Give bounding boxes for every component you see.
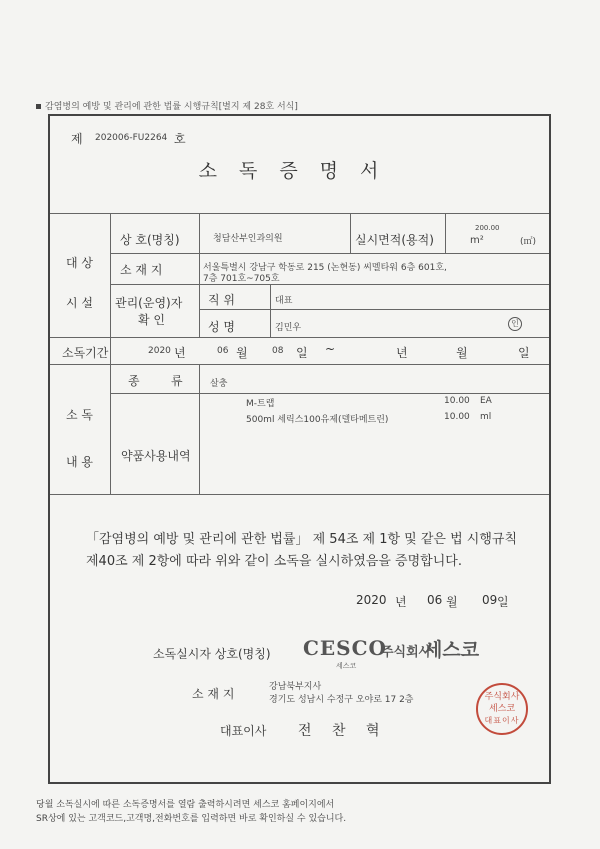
provider-branch: 강남북부지사 (269, 682, 322, 692)
issue-day: 09 (482, 593, 498, 607)
divider (50, 364, 549, 365)
period-end-year-unit: 년 (396, 346, 408, 360)
divider (110, 253, 549, 254)
divider (110, 284, 549, 285)
rep-name: 전 찬 혁 (298, 723, 388, 739)
provider-address-label: 소 재 지 (192, 687, 235, 701)
footer-note-line2: SR상에 있는 고객코드,고객명,전화번호를 입력하면 바로 확인하실 수 있습니다. (36, 814, 347, 824)
address-line2: 7층 701호~705호 (203, 274, 280, 284)
position-label: 직 위 (208, 293, 235, 307)
page-title: 소독증명서 (198, 160, 401, 182)
person-name-value: 김민우 (275, 323, 302, 333)
provider-address: 경기도 성남시 수정구 오야로 17 2층 (269, 695, 414, 705)
period-year-unit: 년 (174, 346, 186, 360)
provider-name-label: 소독실시자 상호(명칭) (153, 647, 271, 661)
divider (50, 213, 549, 214)
issue-year: 2020 (356, 593, 387, 607)
person-name-label: 성 명 (208, 320, 235, 334)
cesco-logo-sub: 세스코 (336, 662, 357, 670)
divider (350, 213, 351, 253)
statement-line1: 「감염병의 예방 및 관리에 관한 법률」 제 54조 제 1항 및 같은 법 시행규칙 (86, 532, 518, 547)
usage-item-qty: 10.00 (444, 412, 470, 422)
seal-mark-icon: 인 (508, 317, 522, 331)
manager-confirm-label: 확 인 (138, 313, 165, 327)
divider (445, 213, 446, 253)
divider (110, 364, 111, 494)
usage-item-qty: 10.00 (444, 396, 470, 406)
divider (50, 337, 549, 338)
cesco-logo: CESCO (303, 636, 387, 660)
divider (270, 284, 271, 337)
company-seal-stamp: 주식회사 세스코 대표이사 (476, 683, 528, 735)
disinfection-group-label-2: 내 용 (66, 455, 93, 469)
form-header-note: 감염병의 예방 및 관리에 관한 법률 시행규칙[별지 제 28호 서식] (36, 99, 298, 112)
usage-item-name: 500ml 세릭스100유제(델타메트린) (246, 415, 389, 425)
usage-item-unit: ml (480, 412, 492, 422)
rep-label: 대표이사 (220, 724, 267, 738)
name-value: 청담산부인과의원 (213, 234, 283, 244)
statement-line2: 제40조 제 2항에 따라 위와 같이 소독을 실시하였음을 증명합니다. (86, 554, 462, 569)
period-label: 소독기간 (62, 346, 109, 360)
period-day-unit: 일 (296, 346, 308, 360)
issue-day-unit: 일 (497, 595, 509, 609)
target-group-label-1: 대 상 (66, 256, 93, 270)
address-line1: 서울특별시 강남구 학동로 215 (논현동) 씨멜타워 6층 601호, (203, 263, 447, 273)
period-start-day: 08 (272, 346, 284, 356)
name-label: 상 호(명칭) (120, 233, 180, 247)
period-end-month-unit: 월 (456, 346, 468, 360)
doc-no-value: 202006-FU2264 (95, 133, 168, 143)
usage-item-unit: EA (480, 396, 492, 406)
area-unit-paren: (㎡) (520, 237, 537, 247)
period-month-unit: 월 (236, 346, 248, 360)
issue-month-unit: 월 (446, 595, 458, 609)
type-label: 종 (128, 374, 140, 388)
period-end-day-unit: 일 (518, 346, 530, 360)
doc-no-suffix: 호 (174, 132, 186, 146)
issue-month: 06 (427, 593, 443, 607)
address-label: 소 재 지 (120, 263, 163, 277)
disinfection-group-label-1: 소 독 (66, 408, 93, 422)
divider (199, 364, 200, 494)
divider (199, 309, 549, 310)
footer-note-line1: 당월 소독실시에 따른 소독증명서를 열람 출력하시려면 세스코 홈페이지에서 (36, 800, 335, 810)
period-tilde: ~ (325, 342, 336, 356)
position-value: 대표 (275, 296, 293, 306)
area-unit: m² (470, 235, 484, 246)
certificate-frame (48, 114, 551, 784)
area-value: 200.00 (475, 224, 500, 232)
type-label-suffix: 류 (171, 374, 183, 388)
period-start-month: 06 (217, 346, 229, 356)
manager-label: 관리(운영)자 (115, 296, 183, 310)
corp-name: 세스코 (424, 639, 480, 661)
divider (110, 213, 111, 337)
target-group-label-2: 시 설 (66, 296, 93, 310)
type-value: 살충 (210, 379, 228, 389)
doc-no-prefix: 제 (71, 132, 83, 146)
period-start-year: 2020 (148, 346, 171, 356)
issue-year-unit: 년 (395, 595, 407, 609)
divider (199, 213, 200, 337)
divider (110, 337, 111, 364)
divider (50, 494, 549, 495)
area-label: 실시면적(용적) (355, 233, 434, 247)
usage-label: 약품사용내역 (121, 449, 191, 463)
corp-prefix: 주식회사 (381, 645, 432, 660)
divider (110, 393, 549, 394)
usage-item-name: M-트랩 (246, 399, 275, 409)
square-bullet-icon (36, 104, 41, 109)
